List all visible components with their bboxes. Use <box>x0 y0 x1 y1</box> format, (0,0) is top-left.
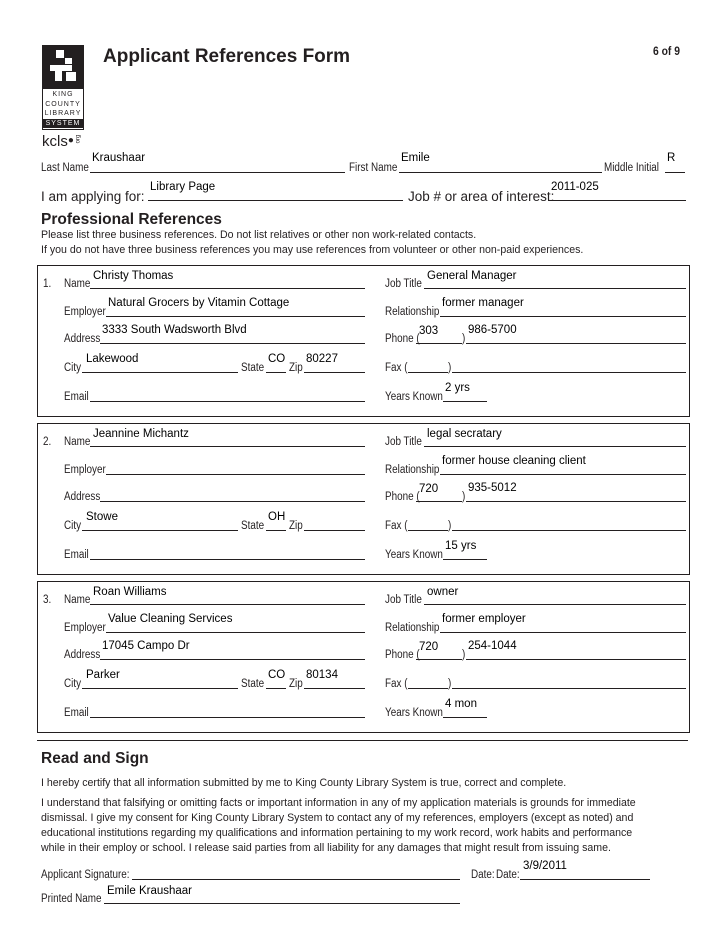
reference-3-employer-value: Value Cleaning Services <box>108 613 233 625</box>
reference-1-name-field[interactable] <box>90 288 365 289</box>
logo-mark <box>42 45 84 88</box>
reference-1-fax-close: ) <box>448 362 452 374</box>
reference-2-years-known-value: 15 yrs <box>445 540 477 552</box>
applicant-signature-field[interactable] <box>132 879 460 880</box>
consent-line-2: dismissal. I give my consent for King County Library System to contact any of my references, employers (except as noted) and <box>41 812 634 824</box>
reference-3-email-field[interactable] <box>90 717 365 718</box>
reference-3-fax-field[interactable] <box>452 688 686 689</box>
reference-3-phone-label: Phone ( <box>385 649 420 661</box>
reference-1-relationship-field[interactable] <box>440 316 686 317</box>
reference-3-phone-field[interactable] <box>466 659 686 660</box>
reference-2-city-field[interactable] <box>82 530 238 531</box>
reference-2-job-title-field[interactable] <box>424 446 686 447</box>
reference-1-years-known-field[interactable] <box>443 401 487 402</box>
logo-text-box <box>42 88 84 130</box>
reference-3-employer-field[interactable] <box>106 632 365 633</box>
reference-3-city-label: City <box>64 678 82 690</box>
reference-1-address-value: 3333 South Wadsworth Blvd <box>102 324 247 336</box>
reference-2-name-label: Name <box>64 436 91 448</box>
logo-county: COUNTY <box>45 100 81 108</box>
reference-2-employer-label: Employer <box>64 464 106 476</box>
reference-3-relationship-value: former employer <box>442 613 526 625</box>
reference-3-fax-area-field[interactable] <box>408 688 448 689</box>
reference-1-employer-field[interactable] <box>106 316 365 317</box>
reference-2-city-value: Stowe <box>86 511 118 523</box>
consent-line-3: educational institutions regarding my qualifications and information pertaining to my work record, work habits and performance <box>41 827 633 839</box>
date-label-inline: Date: <box>496 869 520 881</box>
section-divider <box>37 740 688 741</box>
reference-3-city-value: Parker <box>86 669 120 681</box>
instruction-line-1: Please list three business references. Do not list relatives or other non work-related contacts. <box>41 229 477 241</box>
consent-line-1: I understand that falsifying or omitting facts or important information in any of my application materials is grounds for immediate <box>41 797 636 809</box>
form-title: Applicant References Form <box>103 46 351 67</box>
reference-2-name-field[interactable] <box>90 446 365 447</box>
reference-2-phone-field[interactable] <box>466 501 686 502</box>
reference-3-name-value: Roan Williams <box>93 586 167 598</box>
job-number-value: 2011-025 <box>551 181 599 193</box>
job-number-label: Job # or area of interest: <box>408 189 555 204</box>
reference-3-job-title-field[interactable] <box>424 604 686 605</box>
reference-2-employer-field[interactable] <box>106 474 365 475</box>
applying-for-field[interactable] <box>148 200 403 201</box>
reference-2-phone-close: ) <box>462 491 466 503</box>
reference-1-fax-area-field[interactable] <box>408 372 448 373</box>
reference-3-relationship-label: Relationship <box>385 622 440 634</box>
reference-3-employer-label: Employer <box>64 622 106 634</box>
applying-for-label: I am applying for: <box>41 189 145 204</box>
reference-3-years-known-field[interactable] <box>443 717 487 718</box>
reference-1-state-value: CO <box>268 353 286 365</box>
reference-3-phone-value: 254-1044 <box>468 640 517 652</box>
last-name-field[interactable] <box>90 172 345 173</box>
reference-3-address-field[interactable] <box>100 659 365 660</box>
reference-1-zip-label: Zip <box>289 362 303 374</box>
reference-2-address-field[interactable] <box>100 501 365 502</box>
reference-1-city-label: City <box>64 362 82 374</box>
logo-king: KING <box>52 91 74 98</box>
reference-2-fax-label: Fax ( <box>385 520 408 532</box>
reference-1-job-title-label: Job Title <box>385 278 422 290</box>
reference-2-fax-field[interactable] <box>452 530 686 531</box>
logo-dot: ● <box>67 135 74 146</box>
certify-statement: I hereby certify that all information submitted by me to King County Library System is true, correct and complete. <box>41 777 567 789</box>
reference-3-years-known-label: Years Known <box>385 707 443 719</box>
middle-initial-label: Middle Initial <box>604 162 659 174</box>
printed-name-field[interactable] <box>104 903 460 904</box>
reference-1-phone-label: Phone ( <box>385 333 420 345</box>
reference-1-phone-field[interactable] <box>466 343 686 344</box>
reference-3-phone-area-field[interactable] <box>416 659 462 660</box>
reference-2-zip-field[interactable] <box>304 530 365 531</box>
reference-2-phone-value: 935-5012 <box>468 482 517 494</box>
first-name-field[interactable] <box>399 172 602 173</box>
reference-2-years-known-label: Years Known <box>385 549 443 561</box>
reference-1-address-field[interactable] <box>100 343 365 344</box>
reference-1-job-title-value: General Manager <box>427 270 517 282</box>
reference-3-phone-area-value: 720 <box>419 641 439 653</box>
date-value: 3/9/2011 <box>523 860 567 872</box>
reference-3-phone-close: ) <box>462 649 466 661</box>
reference-1-city-field[interactable] <box>82 372 238 373</box>
reference-1-years-known-label: Years Known <box>385 391 443 403</box>
reference-2-relationship-label: Relationship <box>385 464 440 476</box>
first-name-label: First Name <box>349 162 398 174</box>
reference-3-zip-value: 80134 <box>306 669 338 681</box>
reference-2-state-label: State <box>241 520 265 532</box>
reference-1-zip-field[interactable] <box>304 372 365 373</box>
reference-2-phone-area-field[interactable] <box>416 501 462 502</box>
reference-3-state-value: CO <box>268 669 286 681</box>
date-label: Date: <box>471 869 495 881</box>
reference-1-number: 1. <box>43 278 52 290</box>
reference-2-city-label: City <box>64 520 82 532</box>
last-name-label: Last Name <box>41 162 89 174</box>
reference-1-name-label: Name <box>64 278 91 290</box>
reference-3-job-title-label: Job Title <box>385 594 422 606</box>
reference-3-zip-label: Zip <box>289 678 303 690</box>
logo-system: SYSTEM <box>43 119 83 129</box>
instruction-line-2: If you do not have three business references you may use references from volunteer or other non-paid experiences. <box>41 244 584 256</box>
professional-references-heading: Professional References <box>41 211 222 228</box>
reference-1-email-label: Email <box>64 391 89 403</box>
last-name-value: Kraushaar <box>92 152 146 164</box>
reference-1-zip-value: 80227 <box>306 353 338 365</box>
printed-name-label: Printed Name <box>41 893 102 905</box>
logo-kcls <box>42 133 83 150</box>
reference-2-state-field[interactable] <box>266 530 286 531</box>
reference-2-phone-area-value: 720 <box>419 483 439 495</box>
reference-2-years-known-field[interactable] <box>443 559 487 560</box>
reference-3-fax-label: Fax ( <box>385 678 408 690</box>
reference-2-number: 2. <box>43 436 52 448</box>
reference-3-address-value: 17045 Campo Dr <box>102 640 190 652</box>
reference-3-zip-field[interactable] <box>304 688 365 689</box>
reference-3-name-field[interactable] <box>90 604 365 605</box>
first-name-value: Emile <box>401 152 430 164</box>
date-field[interactable] <box>520 879 650 880</box>
reference-2-job-title-label: Job Title <box>385 436 422 448</box>
reference-1-phone-area-field[interactable] <box>416 343 462 344</box>
reference-1-name-value: Christy Thomas <box>93 270 174 282</box>
applying-for-value: Library Page <box>150 181 216 193</box>
reference-1-city-value: Lakewood <box>86 353 139 365</box>
reference-3-years-known-value: 4 mon <box>445 698 477 710</box>
reference-3-state-label: State <box>241 678 265 690</box>
logo-org-text: org <box>75 134 82 144</box>
reference-1-state-label: State <box>241 362 265 374</box>
reference-1-employer-value: Natural Grocers by Vitamin Cottage <box>108 297 290 309</box>
job-number-field[interactable] <box>548 200 686 201</box>
reference-1-years-known-value: 2 yrs <box>445 382 470 394</box>
reference-1-email-field[interactable] <box>90 401 365 402</box>
reference-1-phone-area-value: 303 <box>419 325 439 337</box>
reference-3-fax-close: ) <box>448 678 452 690</box>
reference-2-fax-area-field[interactable] <box>408 530 448 531</box>
reference-2-phone-label: Phone ( <box>385 491 420 503</box>
page-indicator: 6 of 9 <box>653 44 680 58</box>
reference-2-email-label: Email <box>64 549 89 561</box>
middle-initial-field[interactable] <box>665 172 685 173</box>
reference-3-name-label: Name <box>64 594 91 606</box>
reference-3-state-field[interactable] <box>266 688 286 689</box>
consent-line-4: while in their employ or school. I release said parties from all liability for any damages that might result from issuing same. <box>41 842 611 854</box>
reference-1-employer-label: Employer <box>64 306 106 318</box>
applicant-signature-label: Applicant Signature: <box>41 869 130 881</box>
reference-1-fax-field[interactable] <box>452 372 686 373</box>
reference-2-zip-label: Zip <box>289 520 303 532</box>
reference-2-job-title-value: legal secratary <box>427 428 502 440</box>
reference-2-address-label: Address <box>64 491 101 503</box>
logo-symbol-icon <box>42 45 84 88</box>
reference-1-phone-value: 986-5700 <box>468 324 517 336</box>
printed-name-value: Emile Kraushaar <box>107 885 193 897</box>
reference-2-state-value: OH <box>268 511 286 523</box>
reference-1-address-label: Address <box>64 333 101 345</box>
reference-1-state-field[interactable] <box>266 372 286 373</box>
logo-library: LIBRARY <box>44 110 82 118</box>
reference-3-address-label: Address <box>64 649 101 661</box>
logo-kcls-text: kcls <box>42 133 68 150</box>
reference-2-name-value: Jeannine Michantz <box>93 428 189 440</box>
reference-2-email-field[interactable] <box>90 559 365 560</box>
read-and-sign-heading: Read and Sign <box>41 750 149 767</box>
reference-2-relationship-value: former house cleaning client <box>442 455 586 467</box>
reference-1-relationship-label: Relationship <box>385 306 440 318</box>
reference-1-job-title-field[interactable] <box>424 288 686 289</box>
reference-3-relationship-field[interactable] <box>440 632 686 633</box>
reference-1-relationship-value: former manager <box>442 297 524 309</box>
reference-2-relationship-field[interactable] <box>440 474 686 475</box>
reference-1-phone-close: ) <box>462 333 466 345</box>
reference-3-number: 3. <box>43 594 52 606</box>
reference-1-fax-label: Fax ( <box>385 362 408 374</box>
reference-3-job-title-value: owner <box>427 586 459 598</box>
reference-3-email-label: Email <box>64 707 89 719</box>
middle-initial-value: R <box>667 152 676 164</box>
reference-3-city-field[interactable] <box>82 688 238 689</box>
reference-2-fax-close: ) <box>448 520 452 532</box>
